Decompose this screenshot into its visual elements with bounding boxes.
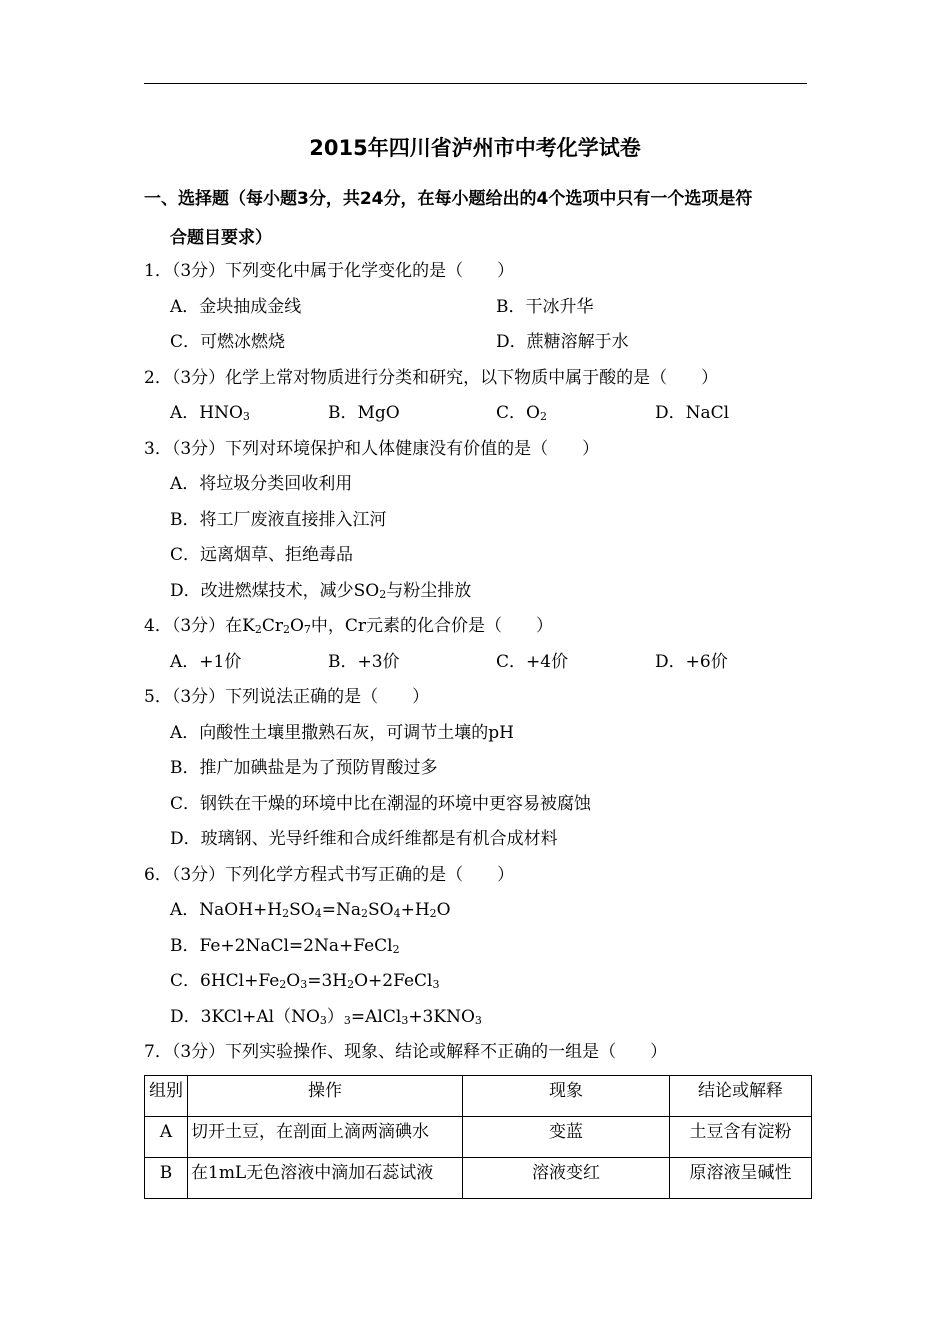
question-5-option-c: C．钢铁在干燥的环境中比在潮湿的环境中更容易被腐蚀 xyxy=(170,794,592,814)
question-1-option-c: C．可燃冰燃烧 xyxy=(170,332,286,352)
question-2-option-c: C．$O_2$ xyxy=(496,403,547,423)
question-3-option-b: B．将工厂废液直接排入江河 xyxy=(170,510,387,530)
question-6-stem: 6．（3分）下列化学方程式书写正确的是（ ） xyxy=(144,865,515,885)
question-4-option-d: D．+6价 xyxy=(655,652,728,672)
row-b-group: B xyxy=(145,1158,188,1199)
question-4-option-a: A．+1价 xyxy=(170,652,242,672)
row-a-phenomenon: 变蓝 xyxy=(463,1117,670,1158)
question-7-stem: 7．（3分）下列实验操作、现象、结论或解释不正确的一组是（ ） xyxy=(144,1042,668,1062)
row-a-conclusion: 土豆含有淀粉 xyxy=(670,1117,812,1158)
question-1-option-d: D．蔗糖溶解于水 xyxy=(496,332,629,352)
row-a-operation: 切开土豆，在剖面上滴两滴碘水 xyxy=(188,1117,463,1158)
header-rule xyxy=(144,83,807,84)
row-b-phenomenon: 溶液变红 xyxy=(463,1158,670,1199)
page-title: 2015年四川省泸州市中考化学试卷 xyxy=(309,136,641,160)
question-2-stem: 2．（3分）化学上常对物质进行分类和研究，以下物质中属于酸的是（ ） xyxy=(144,368,719,388)
question-5-option-a: A．向酸性土壤里撒熟石灰，可调节土壤的pH xyxy=(170,723,514,743)
question-4-stem: 4．（3分）在$K_2Cr_2O_7$中，Cr元素的化合价是（ ） xyxy=(144,616,554,636)
question-3-option-d: D．改进燃煤技术，减少$SO_2$与粉尘排放 xyxy=(170,581,472,601)
question-5-option-d: D．玻璃钢、光导纤维和合成纤维都是有机合成材料 xyxy=(170,829,558,849)
question-1-stem: 1．（3分）下列变化中属于化学变化的是（ ） xyxy=(144,261,515,281)
question-1-option-a: A．金块抽成金线 xyxy=(170,297,302,317)
question-6-option-b: B．Fe+2NaCl=2Na+FeCl$_2$ xyxy=(170,936,400,956)
question-6-option-c: C．$6HCl+Fe_2O_3=3H_2O+2FeCl_3$ xyxy=(170,971,440,991)
question-4-option-b: B．+3价 xyxy=(328,652,400,672)
question-3-option-c: C．远离烟草、拒绝毒品 xyxy=(170,545,354,565)
question-5-stem: 5．（3分）下列说法正确的是（ ） xyxy=(144,687,430,707)
table-row xyxy=(145,1158,812,1199)
question-3-stem: 3．（3分）下列对环境保护和人体健康没有价值的是（ ） xyxy=(144,439,600,459)
row-b-operation: 在1mL无色溶液中滴加石蕊试液 xyxy=(188,1158,463,1199)
question-2-option-d: D．NaCl xyxy=(655,403,730,423)
question-5-option-b: B．推广加碘盐是为了预防胃酸过多 xyxy=(170,758,438,778)
table-header-row xyxy=(145,1076,812,1117)
question-2-option-b: B．MgO xyxy=(328,403,400,423)
header-conclusion: 结论或解释 xyxy=(670,1076,812,1117)
question-6-option-d: D．$3KCl+Al(NO_3)_3=AlCl_3+3KNO_3$ xyxy=(170,1007,482,1027)
section-heading: 一、选择题（每小题3分，共24分，在每小题给出的4个选项中只有一个选项是符 xyxy=(144,189,753,209)
row-a-group: A xyxy=(145,1117,188,1158)
row-b-conclusion: 原溶液呈碱性 xyxy=(670,1158,812,1199)
table-row xyxy=(145,1117,812,1158)
question-4-option-c: C．+4价 xyxy=(496,652,569,672)
question-6-option-a: A．$NaOH+H_2SO_4=Na_2SO_4+H_2O$ xyxy=(170,900,451,920)
question-2-option-a: A．$HNO_3$ xyxy=(170,403,250,423)
question-7-table xyxy=(144,1075,812,1199)
header-operation: 操作 xyxy=(188,1076,463,1117)
header-phenomenon: 现象 xyxy=(463,1076,670,1117)
question-3-option-a: A．将垃圾分类回收利用 xyxy=(170,474,353,494)
question-1-option-b: B．干冰升华 xyxy=(496,297,594,317)
header-group: 组别 xyxy=(145,1076,188,1117)
section-heading-cont: 合题目要求） xyxy=(170,228,272,248)
